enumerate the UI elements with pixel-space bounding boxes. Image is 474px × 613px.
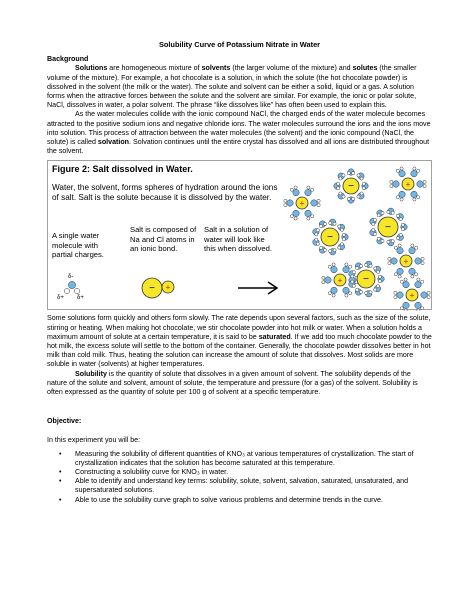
chloride-ion-icon xyxy=(313,219,348,255)
water-molecule xyxy=(409,269,415,275)
hydrogen-atom xyxy=(316,243,319,246)
hydrogen-atom xyxy=(328,292,331,295)
paragraph-solubility xyxy=(47,370,432,398)
chloride-ion-icon xyxy=(370,208,407,246)
objective-item xyxy=(47,496,432,505)
ion-sign: + xyxy=(409,291,415,301)
hydrogen-atom xyxy=(307,217,310,220)
hydrogen-atom xyxy=(365,292,368,295)
hydrogen-atom xyxy=(391,240,394,243)
water-molecule xyxy=(331,267,337,273)
hydrogen-atom xyxy=(345,294,348,297)
hydrogen-atom xyxy=(347,198,350,201)
document-title: Solubility Curve of Potassium Nitrate in Water xyxy=(158,40,321,49)
hydrogen-atom xyxy=(333,223,336,226)
hydrogen-atom xyxy=(352,271,355,274)
ion-sign: − xyxy=(385,222,391,234)
hydrogen-atom xyxy=(396,215,399,218)
hydrogen-atom xyxy=(400,307,403,310)
hydrogen-atom xyxy=(332,294,335,297)
objective-item xyxy=(47,450,432,468)
hydrogen-atom xyxy=(311,215,314,218)
hydrogen-atom xyxy=(294,217,297,220)
objective-item xyxy=(47,477,432,495)
sodium-ion-icon xyxy=(390,167,426,201)
hydrogen-atom xyxy=(342,174,345,177)
ion-sign: + xyxy=(403,257,409,267)
water-molecule xyxy=(415,303,421,309)
water-molecule xyxy=(393,181,399,187)
water-molecule xyxy=(397,248,403,254)
hydrogen-atom xyxy=(378,276,381,279)
hydrogen-atom xyxy=(339,192,342,195)
hydrogen-atom xyxy=(342,195,345,198)
hydrogen-atom xyxy=(423,185,426,188)
hydrogen-atom xyxy=(357,195,360,198)
hydrogen-atom xyxy=(396,196,399,199)
hydrogen-atom xyxy=(323,223,326,226)
water-molecule xyxy=(391,258,397,264)
hydrogen-atom xyxy=(320,247,323,250)
hydrogen-atom xyxy=(398,275,401,278)
hydrogen-atom xyxy=(329,222,332,225)
hydrogen-atom xyxy=(388,262,391,265)
hydrogen-atom xyxy=(374,267,377,270)
water-molecule xyxy=(397,269,403,275)
hydrogen-atom xyxy=(413,167,416,170)
hydrogen-atom xyxy=(349,266,352,269)
hydrogen-atom xyxy=(359,291,362,294)
bullet-icon: • xyxy=(59,449,62,458)
hydrogen-atom xyxy=(400,281,403,284)
water-molecule xyxy=(305,190,311,196)
hydrogen-atom xyxy=(338,225,341,228)
hydrogen-atom xyxy=(413,198,416,201)
bold-term: solutes xyxy=(352,64,378,73)
hydrogen-atom xyxy=(417,278,420,281)
hydrogen-atom xyxy=(427,292,430,295)
bold-term: saturated xyxy=(258,332,291,341)
hydrogen-atom xyxy=(401,224,404,227)
hydrogen-atom xyxy=(373,233,376,236)
ion-sign: + xyxy=(299,199,305,209)
water-molecule xyxy=(409,248,415,254)
water-molecule xyxy=(421,292,427,298)
hydrogen-atom xyxy=(351,280,354,283)
water-molecule xyxy=(417,181,423,187)
sodium-ion-icon xyxy=(394,278,430,311)
chloride-sign: − xyxy=(149,283,155,295)
hydrogen-atom xyxy=(376,285,379,288)
text-run: . Solvation continues until the entire crystal has dissolved and all ions are distributed throughout the solvent. xyxy=(47,138,430,156)
hydrogen-atom xyxy=(417,170,420,173)
water-molecule xyxy=(415,258,421,264)
hydrogen-atom xyxy=(415,273,418,276)
hydrogen-atom xyxy=(322,281,325,284)
text-run: (the larger volume of the mixture) and xyxy=(230,64,353,73)
text-run: . If we add too much chocolate powder to the hot milk, the excess solute will settle to the bottom of the container. Generally, the chocolate powder dissolves better in hot milk than cold milk. Thus, heating the solution can increase the amount of solute that dissolves. Most solids are more soluble in water (solvents) at higher temperatures. xyxy=(47,332,432,369)
hydrogen-atom xyxy=(387,241,390,244)
nacl-ion-pair-icon xyxy=(142,278,174,298)
paragraph-solutions xyxy=(47,64,432,110)
water-molecule xyxy=(287,200,293,206)
hydrogen-atom xyxy=(400,167,403,170)
hydrogen-atom xyxy=(329,250,332,253)
bullet-icon: • xyxy=(59,495,62,504)
water-molecule-icon xyxy=(57,274,84,301)
right-arrow-icon xyxy=(238,282,277,294)
hydrogen-atom xyxy=(388,258,391,261)
hydrogen-atom xyxy=(394,292,397,295)
water-molecule xyxy=(403,282,409,288)
hydrogen-atom xyxy=(290,215,293,218)
hydrogen-atom xyxy=(394,296,397,299)
bold-term: Solubility xyxy=(75,369,107,378)
hydrogen-atom xyxy=(337,187,340,190)
hydrogen-atom xyxy=(423,181,426,184)
hydrogen-atom xyxy=(333,249,336,252)
water-molecule xyxy=(411,192,417,198)
hydrogen-atom xyxy=(342,234,345,237)
hydrogen-atom xyxy=(315,233,318,236)
hydrogen-atom xyxy=(352,172,355,175)
hydrogen-atom xyxy=(352,198,355,201)
hydrogen-atom xyxy=(396,237,399,240)
hydrogen-atom xyxy=(394,273,397,276)
hydrogen-atom xyxy=(421,307,424,310)
hydrogen-atom xyxy=(417,309,420,311)
figure-caption-water-molecule: A single water molecule with partial charges. xyxy=(52,231,104,260)
hydrogen-atom xyxy=(399,234,402,237)
water-molecule xyxy=(397,292,403,298)
hydrogen-atom xyxy=(362,183,365,186)
text-run: are homogeneous mixture of xyxy=(107,64,202,73)
figure-caption-salt: Salt is composed of Na and Cl atoms in an ionic bond. xyxy=(130,225,197,254)
hydrogen-atom xyxy=(317,200,320,203)
hydrogen-atom xyxy=(421,281,424,284)
objective-item xyxy=(47,468,432,477)
bullet-icon: • xyxy=(59,477,62,486)
hydrogen-atom xyxy=(356,267,359,270)
hydrogen-atom xyxy=(359,265,362,268)
hydrogen-atom xyxy=(404,309,407,311)
paragraph-solvation xyxy=(47,110,432,156)
objective-text: Measuring the solubility of different quantities of KNO₃ at various temperatures of crystallization. The start of crystallization indicates that the solution has become saturated at this temperature. xyxy=(75,449,414,467)
hydrogen-atom xyxy=(427,296,430,299)
ion-sign: − xyxy=(348,181,354,193)
hydrogen-atom xyxy=(377,238,380,241)
water-molecule xyxy=(305,211,311,217)
hydrogen-atom xyxy=(399,218,402,221)
hydrogen-atom xyxy=(351,275,354,278)
hydrogen-atom xyxy=(391,212,394,215)
bold-term: solvents xyxy=(201,64,231,73)
hydrogen-atom xyxy=(400,198,403,201)
hydrogen-atom xyxy=(394,247,397,250)
sodium-ion-icon xyxy=(284,186,320,220)
bold-term: Solutions xyxy=(75,64,108,73)
hydrogen-atom xyxy=(365,264,368,267)
hydrogen-atom xyxy=(352,285,355,288)
sodium-ion-icon xyxy=(388,244,424,278)
hydrogen-atom xyxy=(316,229,319,232)
hydrogen-atom xyxy=(340,243,343,246)
hydrogen-atom xyxy=(315,238,318,241)
hydrogen-atom xyxy=(357,174,360,177)
hydrogen-atom xyxy=(377,214,380,217)
hydrogen-atom xyxy=(390,185,393,188)
hydrogen-atom xyxy=(320,225,323,228)
delta-plus-label-left: δ+ xyxy=(57,295,64,302)
figure-intro-text: Water, the solvent, forms spheres of hydration around the ions of salt. Salt is the solute because it is dissolved by the water. xyxy=(52,183,278,203)
objective-text: Able to use the solubility curve graph to solve various problems and determine trends in the curve. xyxy=(75,495,383,504)
figure-title: Figure 2: Salt dissolved in Water. xyxy=(52,164,193,175)
water-molecule xyxy=(343,267,349,273)
delta-plus-label-right: δ+ xyxy=(77,295,84,302)
text-run: (the smaller volume of the mixture). For example, a hot chocolate is a solution, in which the solute (the hot chocolate powder) is dissolved in the solvent (the milk or the water). The solute and solvent can be either a solid, liquid or a gas. A solution forms when the attractive forces between the solute and the solvent are similar. For example, the ionic or polar solute, NaCl, dissolves in water, a polar solvent. The phrase “like dissolves like” has often been used to explain this. xyxy=(47,64,417,110)
hydrogen-atom xyxy=(398,244,401,247)
objective-text: Able to identify and understand key terms: solubility, solute, solvent, salvation, saturated, unsaturated, and supersaturated solutions. xyxy=(75,477,409,495)
water-molecule xyxy=(399,192,405,198)
water-molecule xyxy=(325,277,331,283)
hydrogen-atom xyxy=(323,249,326,252)
hydrogen-atom xyxy=(307,186,310,189)
water-molecule xyxy=(403,303,409,309)
water-molecule xyxy=(411,171,417,177)
water-molecule xyxy=(331,288,337,294)
hydrogen-atom xyxy=(311,189,314,192)
ion-sign: − xyxy=(363,274,369,286)
hydrogen-atom xyxy=(362,187,365,190)
ion-sign: + xyxy=(337,276,343,286)
hydrogen-atom xyxy=(340,229,343,232)
hydrogen-atom xyxy=(421,262,424,265)
hydrogen-atom xyxy=(372,223,375,226)
hydrogen-atom xyxy=(390,181,393,184)
hydrogen-atom xyxy=(317,204,320,207)
hydrogen-atom xyxy=(338,246,341,249)
hydrogen-atom xyxy=(360,192,363,195)
hydrogen-atom xyxy=(294,186,297,189)
chloride-ion-icon xyxy=(334,169,368,203)
hydrogen-atom xyxy=(373,219,376,222)
hydrogen-atom xyxy=(396,170,399,173)
document-page xyxy=(47,40,432,505)
water-molecule xyxy=(415,282,421,288)
text-run: As the water molecules collide with the ionic compound NaCl, the charged ends of the water molecule becomes attracted to the positive sodium ions and negative chloride ions. The water molecules surround the ions and the ions move into solution. This process of attraction between the water molecules (the solvent) and the ionic compound (NaCl, the solute) is called xyxy=(47,110,431,147)
hydrogen-atom xyxy=(328,266,331,269)
objective-heading: Objective: xyxy=(47,417,82,426)
background-heading: Background xyxy=(47,55,89,64)
objective-intro: In this experiment you will be: xyxy=(47,436,141,445)
hydrogen-atom xyxy=(337,183,340,186)
hydrogen-atom xyxy=(415,247,418,250)
hydrogen-atom xyxy=(404,278,407,281)
water-molecule xyxy=(311,200,317,206)
hydrogen-atom xyxy=(284,200,287,203)
hydrogen-atom xyxy=(339,177,342,180)
hydrogen-atom xyxy=(347,172,350,175)
hydrogen-atom xyxy=(284,204,287,207)
hydrogen-atom xyxy=(417,196,420,199)
hydrogen-atom xyxy=(372,229,375,232)
ion-sign: − xyxy=(327,232,333,244)
hydrogen-atom xyxy=(421,258,424,261)
bold-term: solvation xyxy=(97,138,130,147)
water-molecule xyxy=(343,288,349,294)
hydrogen-atom xyxy=(345,263,348,266)
figure-caption-dissolved: Salt in a solution of water will look like this when dissolved. xyxy=(204,225,272,254)
hydrogen-atom xyxy=(374,288,377,291)
objective-text: Constructing a solubility curve for KNO₃ in water. xyxy=(75,468,229,477)
hydrogen-atom xyxy=(411,275,414,278)
hydrogen-atom xyxy=(411,244,414,247)
paragraph-saturated xyxy=(47,314,432,369)
hydrogen-atom xyxy=(342,238,345,241)
water-molecule xyxy=(293,190,299,196)
hydrogen-atom xyxy=(376,271,379,274)
hydrogen-atom xyxy=(356,289,359,292)
hydrogen-atom xyxy=(369,265,372,268)
hydrogen-atom xyxy=(369,291,372,294)
hydrogen-atom xyxy=(290,189,293,192)
text-run: is the quantity of solute that dissolves in a given amount of solvent. The solubility depends of the nature of the solute and solvent, amount of solute, the temperature and pressure (for a gas) of the solvent. Solubility is often expressed as the quantity of solute per 100 g of solvent at a specific temperature. xyxy=(47,369,418,397)
hydrogen-atom xyxy=(401,228,404,231)
hydrogen-atom xyxy=(381,212,384,215)
delta-minus-label: δ- xyxy=(68,274,74,281)
water-molecule xyxy=(293,211,299,217)
sodium-sign: + xyxy=(165,283,171,293)
figure-salt-dissolved xyxy=(47,160,432,310)
text-run: Some solutions form quickly and others form slowly. The rate depends upon several factors, such as the size of the solute, stirring or heating. When making hot chocolate, we stir chocolate powder into hot milk or water. When a solution holds a maximum amount of solute at a certain temperature, it is said to be xyxy=(47,314,431,341)
water-molecule xyxy=(399,171,405,177)
hydrogen-atom xyxy=(332,263,335,266)
hydrogen-atom xyxy=(378,280,381,283)
hydrogen-atom xyxy=(360,177,363,180)
hydrogen-atom xyxy=(381,240,384,243)
hydrogen-atom xyxy=(349,292,352,295)
objective-list xyxy=(47,450,432,505)
ion-sign: + xyxy=(405,180,411,190)
hydrogen-atom xyxy=(322,277,325,280)
hydrogen-atom xyxy=(387,211,390,214)
bullet-icon: • xyxy=(59,468,62,477)
hydrated-ions-cluster xyxy=(284,167,430,311)
